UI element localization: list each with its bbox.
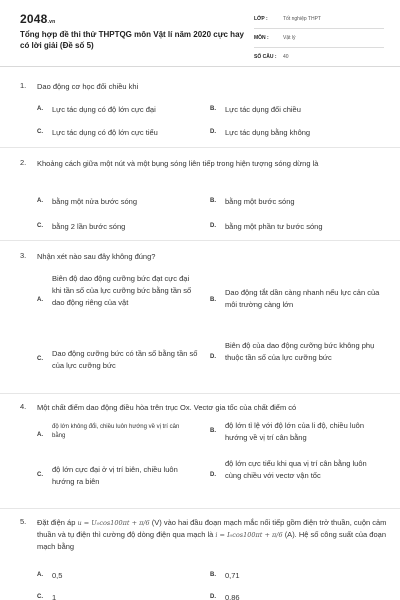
option-text: 0,71 — [225, 571, 240, 580]
option-letter: D. — [210, 594, 216, 600]
question-number: 4. — [20, 402, 27, 411]
option-text: Lực tác dụng có độ lớn cực tiểu — [52, 128, 158, 137]
question-text: Khoảng cách giữa một nút và một bụng sóng liên tiếp trong hiện tượng sóng dừng là — [37, 159, 319, 168]
option-text: 0,86 — [225, 593, 240, 600]
question-text: Dao động cơ học đổi chiều khi — [37, 82, 139, 91]
option-letter: C. — [37, 472, 43, 478]
question-text-part: (V) vào hai đầu đoạn mạch mắc nối tiếp gồm điện trở thuần, cuộn cảm thuần và tụ điện thì cường độ dòng điện qua mạch là — [37, 518, 387, 539]
option-letter: B. — [210, 297, 216, 303]
option-text: Dao động cưỡng bức có tần số bằng tần số của lực cưỡng bức — [52, 349, 198, 370]
site-logo[interactable] — [20, 12, 55, 26]
worksheet-header — [0, 0, 400, 66]
current-formula: i = I₀cos100πt + π/6 — [215, 531, 283, 539]
option-text: bằng 2 lần bước sóng — [52, 222, 126, 231]
question-separator — [0, 240, 400, 241]
meta-label: SỐ CÂU : — [254, 54, 277, 60]
question-separator — [0, 147, 400, 148]
option-text: độ lớn tỉ lệ với độ lớn của li độ, chiều luôn hướng về vị trí cân bằng — [225, 421, 364, 442]
option-text: độ lớn không đổi, chiều luôn hướng về vị trí cân bằng — [52, 424, 180, 439]
option-text: Biên độ của dao động cưỡng bức không phụ thuộc tần số của lực cưỡng bức — [225, 341, 375, 362]
option-letter: A. — [37, 106, 43, 112]
option-text: độ lớn cực đại ở vị trí biên, chiều luôn hướng ra biên — [52, 465, 178, 486]
option-text: bằng một bước sóng — [225, 197, 295, 206]
option-text: Lực tác dụng đổi chiều — [225, 105, 301, 114]
option-text: độ lớn cực tiểu khi qua vị trí cân bằng luôn cùng chiều với vectơ vận tốc — [225, 459, 367, 480]
question-text: Nhận xét nào sau đây không đúng? — [37, 252, 156, 261]
option-text: bằng một phần tư bước sóng — [225, 222, 323, 231]
option-letter: C. — [37, 594, 43, 600]
option-letter: C. — [37, 223, 43, 229]
option-letter: B. — [210, 106, 216, 112]
meta-info — [254, 14, 384, 71]
document-title: Tổng hợp đề thi thử THPTQG môn Vật lí năm 2020 cực hay có lời giải (Đề số 5) — [20, 30, 244, 50]
question-separator — [0, 393, 400, 394]
voltage-formula: u = U₀cos100πt + π/6 — [77, 519, 150, 527]
option-text: Lực tác dụng có độ lớn cực đại — [52, 105, 156, 114]
option-letter: D. — [210, 354, 216, 360]
option-text: Dao động tắt dần càng nhanh nếu lực cản của môi trường càng lớn — [225, 288, 380, 309]
option-text: Biên độ dao động cưỡng bức đạt cực đại khi tần số của lực cưỡng bức bằng tần số dao động riêng của vật — [52, 274, 192, 307]
meta-row-subject — [254, 33, 384, 48]
question-number: 2. — [20, 158, 27, 167]
question-text-part: (A). Hệ số công suất của đoạn mạch bằng — [37, 530, 386, 551]
option-letter: C. — [37, 356, 43, 362]
option-letter: D. — [210, 129, 216, 135]
option-letter: A. — [37, 432, 43, 438]
option-letter: B. — [210, 572, 216, 578]
option-letter: A. — [37, 572, 43, 578]
meta-row-count — [254, 52, 384, 67]
option-letter: A. — [37, 297, 43, 303]
option-letter: C. — [37, 129, 43, 135]
option-letter: D. — [210, 223, 216, 229]
meta-label: LỚP : — [254, 16, 268, 22]
meta-label: MÔN : — [254, 35, 269, 41]
question-number: 1. — [20, 81, 27, 90]
option-text: bằng một nửa bước sóng — [52, 197, 138, 206]
meta-value: Tốt nghiệp THPT — [283, 16, 321, 22]
option-letter: B. — [210, 198, 216, 204]
question-separator — [0, 508, 400, 509]
meta-value: 40 — [283, 54, 289, 60]
meta-row-class — [254, 14, 384, 29]
option-text: 1 — [52, 593, 57, 600]
question-text — [37, 517, 387, 552]
option-letter: A. — [37, 198, 43, 204]
question-text-part: Đặt điện áp — [37, 518, 76, 527]
option-letter: D. — [210, 472, 216, 478]
logo-main-text: 2048 — [20, 12, 48, 26]
question-number: 5. — [20, 517, 27, 526]
option-letter: B. — [210, 428, 216, 434]
logo-suffix-text: .vn — [47, 19, 56, 25]
option-text: 0,5 — [52, 571, 63, 580]
meta-value: Vật lý — [283, 35, 296, 41]
question-text: Một chất điểm dao động điều hòa trên trục Ox. Vectơ gia tốc của chất điểm có — [37, 403, 297, 412]
question-number: 3. — [20, 251, 27, 260]
header-divider — [0, 66, 400, 67]
option-text: Lực tác dụng bằng không — [225, 128, 311, 137]
